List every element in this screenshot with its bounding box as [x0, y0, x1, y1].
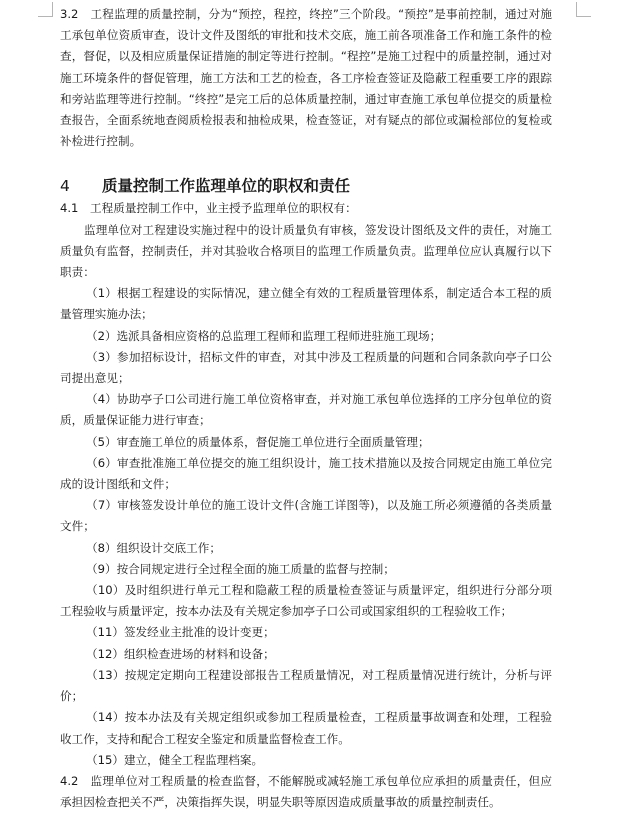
section-4-2-paragraph: 4.2 监理单位对工程质量的检查监督，不能解脱或减轻施工承包单位应承担的质量责任，但应承担因检查把关不严，决策指挥失误，明显失职等原因造成质量事故的质量控制责任。 — [60, 773, 552, 810]
section-4-1-paragraph: 监理单位对工程建设实施过程中的设计质量负有审核，签发设计图纸及文件的责任，对施工质量负有监督，控制责任，并对其验收合格项目的监理工作质量负责。监理单位应认真履行以下职责： — [60, 222, 552, 280]
duty-item: （14）按本办法及有关规定组织或参加工程质量检查，工程质量事故调查和处理，工程验收工作，支持和配合工程安全鉴定和质量监督检查工作。 — [60, 710, 552, 746]
duty-item: （9）按合同规定进行全过程全面的施工质量的监督与控制； — [86, 561, 395, 576]
duty-item: （15）建立，健全工程监理档案。 — [86, 752, 264, 767]
duty-item: （12）组织检查进场的材料和设备； — [86, 646, 275, 661]
duty-item: （8）组织设计交底工作； — [86, 540, 221, 555]
section-4-title: 质量控制工作监理单位的职权和责任 — [102, 177, 351, 196]
duty-item: （7）审核签发设计单位的施工设计文件(含施工详图等)，以及施工所必须遵循的各类质量文件； — [60, 498, 552, 534]
duty-item: （3）参加招标设计，招标文件的审查，对其中涉及工程质量的问题和合同条款向亭子口公司提出意见； — [60, 349, 552, 386]
duty-item: （4）协助亭子口公司进行施工单位资格审查，并对施工承包单位选择的工序分包单位的资质，质量保证能力进行审查； — [60, 392, 552, 428]
document-page — [60, 4, 552, 813]
duty-item: （11）签发经业主批准的设计变更； — [86, 625, 275, 640]
duty-item: （13）按规定定期向工程建设部报告工程质量情况，对工程质量情况进行统计，分析与评价； — [60, 667, 552, 704]
section-4-1-intro: 4.1 工程质量控制工作中，业主授予监理单位的职权有： — [60, 201, 357, 216]
duty-item: （10）及时组织进行单元工程和隐蔽工程的质量检查签证与质量评定，组织进行分部分项工程验收与质量评定，按本办法及有关规定参加亭子口公司或国家组织的工程验收工作； — [60, 583, 552, 619]
section-3-2-paragraph: 3.2 工程监理的质量控制，分为“预控，程控，终控”三个阶段。“预控”是事前控制，通过对施工承包单位资质审查，设计文件及图纸的审批和技术交底，施工前各项准备工作和施工条件的检查，督促，以及相应质量保证措施的制定等进行控制。“程控”是施工过程中的质量控制，通过对施工环境条件的督促管理，施工方法和工艺的检查，各工序检查签证及隐蔽工程重要工序的跟踪和旁站监理等进行控制。“终控”是完工后的总体质量控制，通过审查施工承包单位提交的质量检查报告，全面系统地查阅质检报表和抽检成果，检查签证，对有疑点的部位或漏检部位的复检或补检进行控制。 — [60, 7, 552, 149]
section-4-number: 4 — [60, 177, 70, 196]
page-corner-mark-right — [576, 2, 591, 17]
duty-item: （1）根据工程建设的实际情况，建立健全有效的工程质量管理体系，制定适合本工程的质量管理实施办法； — [60, 286, 552, 322]
duty-item: （2）选派具备相应资格的总监理工程师和监理工程师进驻施工现场； — [86, 328, 442, 343]
section-4-heading — [60, 174, 552, 198]
page-corner-mark-left — [38, 2, 53, 17]
duty-item: （5）审查施工单位的质量体系，督促施工单位进行全面质量管理； — [86, 434, 430, 449]
duty-item: （6）审查批准施工单位提交的施工组织设计，施工技术措施以及按合同规定由施工单位完成的设计图纸和文件； — [60, 455, 552, 492]
duties-list — [60, 283, 552, 771]
